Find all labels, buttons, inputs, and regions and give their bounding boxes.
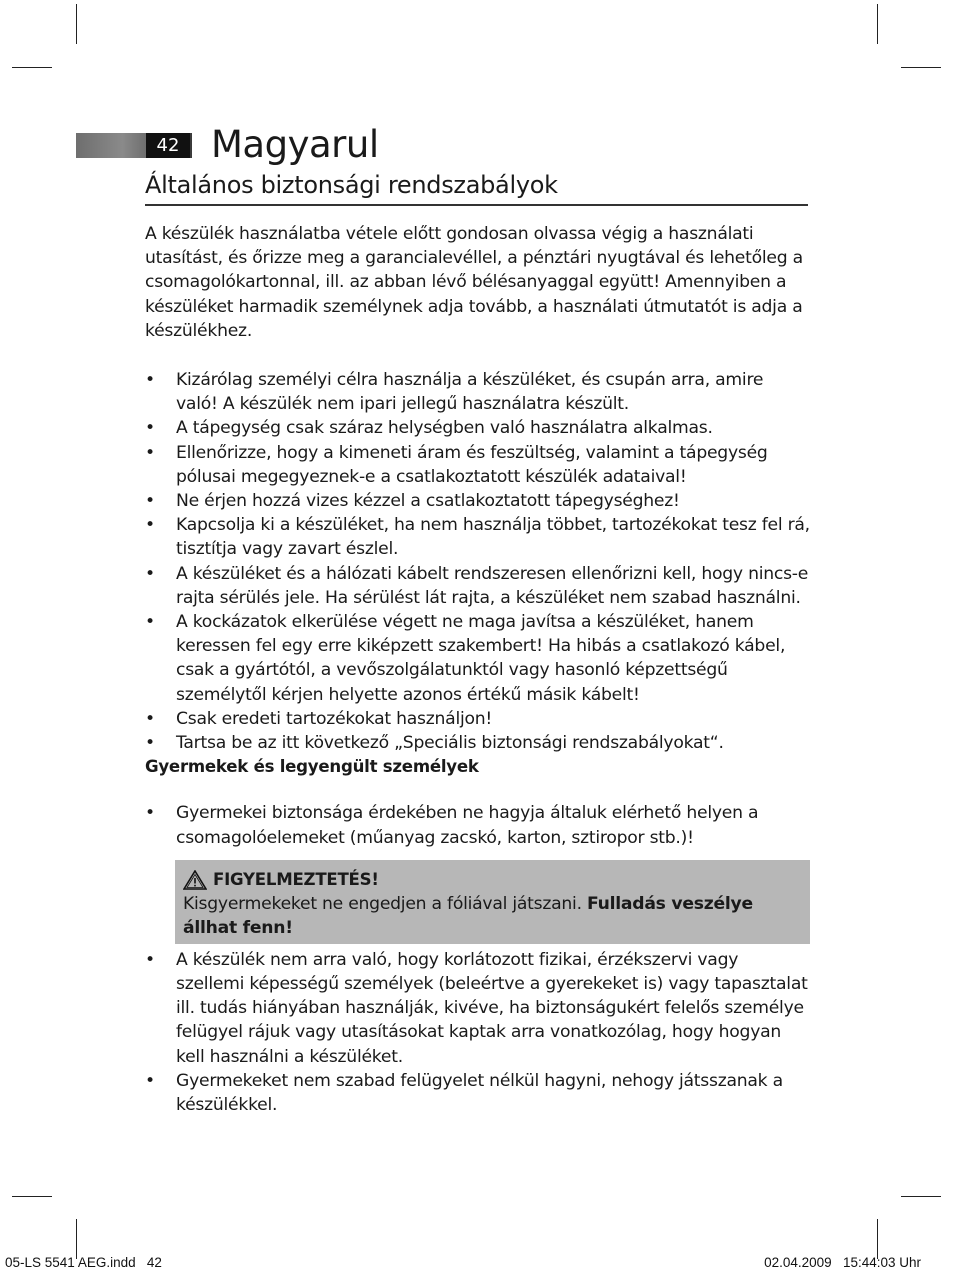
- intro-paragraph: A készülék használatba vétele előtt gondosan olvassa végig a használati utasítást, és őrizze meg a garancialevéllel, a pénztári nyugtával és lehetőleg a csomagolókartonnal, ill. az abban lévő bélésanyaggal együtt! Amennyiben a készüléket harmadik személynek adja tovább, a használati útmutatót is adja a készülékhez.: [145, 224, 803, 341]
- list-item: • A készüléket és a hálózati kábelt rendszeresen ellenőrizni kell, hogy nincs-e rajta sérülés jele. Ha sérülést lát rajta, a készüléket nem szabad használni.: [145, 562, 810, 610]
- crop-mark: [76, 4, 77, 44]
- footer-file-info: 05-LS 5541 AEG.indd 42: [5, 1255, 162, 1270]
- warning-text: [183, 892, 802, 940]
- warning-box: [175, 860, 810, 944]
- children-list: [145, 801, 810, 849]
- crop-mark: [877, 4, 878, 44]
- crop-mark: [12, 1196, 52, 1197]
- list-item: • A készülék nem arra való, hogy korlátozott fizikai, érzékszervi vagy szellemi képességű személyek (beleértve a gyerekeket is) vagy tapasztalat ill. tudás hiányában használják, kivéve, ha biztonságukért felelős személye felügyel rájuk vagy utasításokat kaptak arra vonatkozólag, hogy hogyan kell használni a készüléket.: [145, 948, 810, 1069]
- general-safety-list: [145, 368, 810, 755]
- warning-title: FIGYELMEZTETÉS!: [213, 869, 379, 889]
- list-item: • Gyermekeket nem szabad felügyelet nélkül hagyni, nehogy játsszanak a készülékkel.: [145, 1069, 810, 1117]
- crop-mark: [877, 1219, 878, 1259]
- section-heading: Általános biztonsági rendszabályok: [145, 170, 808, 206]
- warning-triangle-icon: [183, 870, 207, 890]
- list-item: • A tápegység csak száraz helységben való használatra alkalmas.: [145, 416, 810, 440]
- children-list-continued: [145, 948, 810, 1117]
- crop-mark: [901, 1196, 941, 1197]
- page-number-badge: 42: [146, 133, 190, 158]
- list-item: • A kockázatok elkerülése végett ne maga javítsa a készüléket, hanem keressen fel egy erre kiképzett szakembert! Ha hibás a csatlakozó kábel, csak a gyártótól, a vevőszolgálatunktól vagy hasonló képzettségű személytől kérjen helyette azonos értékű másik kábelt!: [145, 610, 810, 707]
- list-item: • Ellenőrizze, hogy a kimeneti áram és feszültség, valamint a tápegység pólusai megegyeznek-e a csatlakoztatott készülék adataival!: [145, 441, 810, 489]
- crop-mark: [76, 1219, 77, 1259]
- warning-header: [183, 868, 802, 892]
- list-item: • Tartsa be az itt következő „Speciális biztonsági rendszabályokat“.: [145, 731, 810, 755]
- warning-emphasis: Fulladás veszélye állhat fenn!: [183, 893, 753, 938]
- list-item: • Kizárólag személyi célra használja a készüléket, és csupán arra, amire való! A készülék nem ipari jellegű használatra készült.: [145, 368, 810, 416]
- list-item: • Kapcsolja ki a készüléket, ha nem használja többet, tartozékokat tesz fel rá, tisztítja vagy zavart észlel.: [145, 513, 810, 561]
- crop-mark: [12, 67, 52, 68]
- page-title: Magyarul: [211, 123, 379, 166]
- children-subheading: Gyermekek és legyengült személyek: [145, 757, 479, 777]
- content-body: [145, 222, 810, 1117]
- list-item: • Gyermekei biztonsága érdekében ne hagyja általuk elérhető helyen a csomagolóelemeket (műanyag zacskó, karton, sztiropor stb.)!: [145, 801, 810, 849]
- warning-body: Kisgyermekeket ne engedjen a fóliával játszani.: [183, 893, 588, 914]
- crop-mark: [901, 67, 941, 68]
- list-item: • Csak eredeti tartozékokat használjon!: [145, 707, 810, 731]
- footer-timestamp: 02.04.2009 15:44:03 Uhr: [764, 1255, 921, 1270]
- list-item: • Ne érjen hozzá vizes kézzel a csatlakoztatott tápegységhez!: [145, 489, 810, 513]
